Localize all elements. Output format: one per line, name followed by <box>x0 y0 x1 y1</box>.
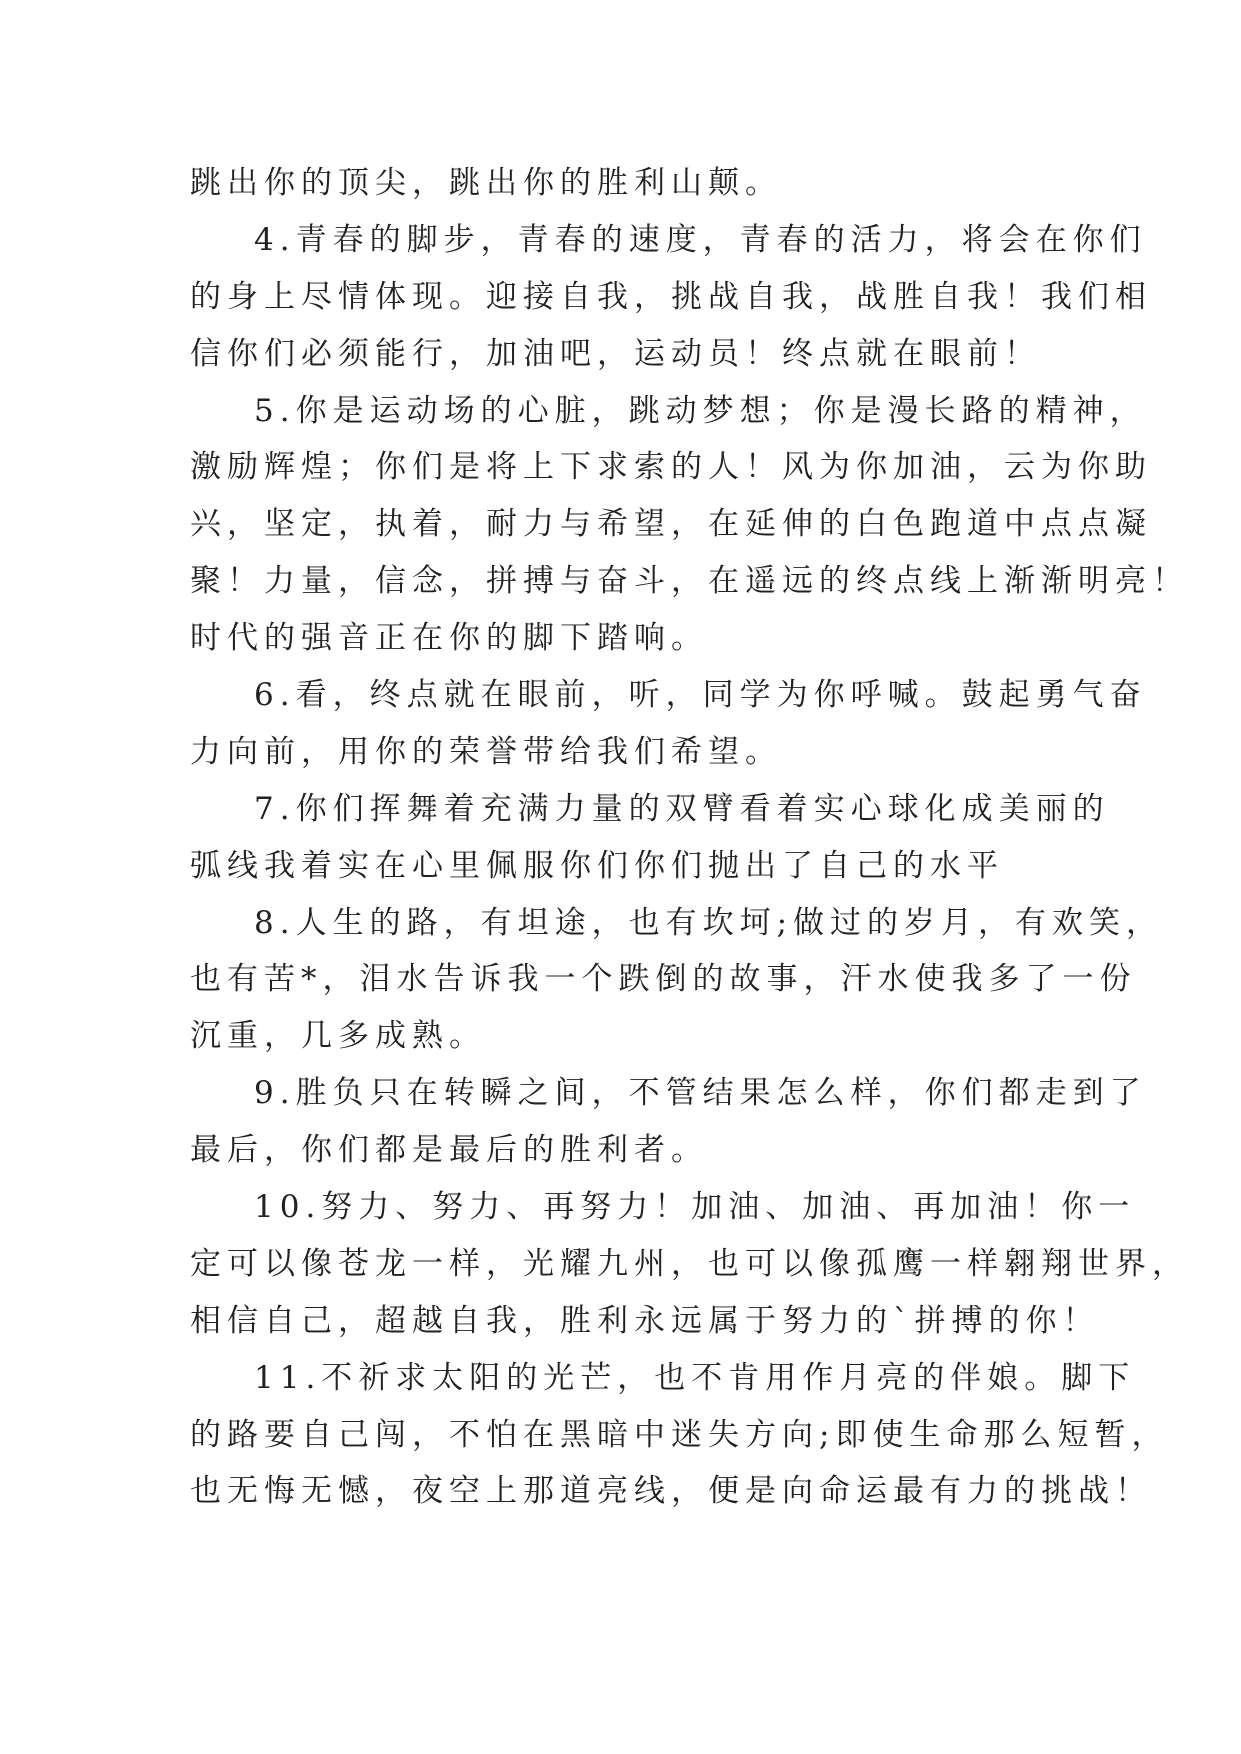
text-line: 定可以像苍龙一样，光耀九州，也可以像孤鹰一样翱翔世界， <box>190 1245 1189 1282</box>
text-line: 的路要自己闯，不怕在黑暗中迷失方向;即使生命那么短暂， <box>190 1416 1169 1453</box>
text-line: 9.胜负只在转瞬之间，不管结果怎么样，你们都走到了 <box>254 1075 1147 1112</box>
text-line: 最后，你们都是最后的胜利者。 <box>190 1132 708 1169</box>
text-line: 11.不祈求太阳的光芒，也不肯用作月亮的伴娘。脚下 <box>254 1359 1136 1396</box>
text-line: 弧线我着实在心里佩服你们你们抛出了自己的水平 <box>190 847 1004 884</box>
text-line: 跳出你的顶尖，跳出你的胜利山颠。 <box>190 165 782 201</box>
text-line: 激励辉煌；你们是将上下求索的人！风为你加油，云为你助 <box>190 449 1152 486</box>
text-line: 兴，坚定，执着，耐力与希望，在延伸的白色跑道中点点凝 <box>190 506 1152 543</box>
text-line: 相信自己，超越自我，胜利永远属于努力的`拼搏的你！ <box>190 1302 1100 1339</box>
text-line: 时代的强音正在你的脚下踏响。 <box>190 620 708 657</box>
text-line: 也有苦*，泪水告诉我一个跌倒的故事，汗水使我多了一份 <box>190 961 1137 998</box>
text-line: 5.你是运动场的心脏，跳动梦想；你是漫长路的精神， <box>254 392 1147 429</box>
text-line: 7.你们挥舞着充满力量的双臂看着实心球化成美丽的 <box>254 790 1110 827</box>
text-line: 的身上尽情体现。迎接自我，挑战自我，战胜自我！我们相 <box>190 278 1152 315</box>
text-line: 沉重，几多成熟。 <box>190 1018 486 1055</box>
document-body <box>190 155 1189 1520</box>
text-line: 8.人生的路，有坦途，也有坎坷;做过的岁月，有欢笑， <box>254 904 1164 941</box>
text-line: 聚！力量，信念，拼搏与奋斗，在遥远的终点线上渐渐明亮！ <box>190 563 1189 600</box>
text-line: 10.努力、努力、再努力！加油、加油、再加油！你一 <box>254 1189 1136 1226</box>
text-line: 力向前，用你的荣誉带给我们希望。 <box>190 733 782 770</box>
text-line: 也无悔无憾，夜空上那道亮线，便是向命运最有力的挑战！ <box>190 1473 1152 1510</box>
text-line: 6.看，终点就在眼前，听，同学为你呼喊。鼓起勇气奋 <box>254 677 1147 714</box>
text-line: 4.青春的脚步，青春的速度，青春的活力，将会在你们 <box>254 221 1147 258</box>
text-line: 信你们必须能行，加油吧，运动员！终点就在眼前！ <box>190 335 1041 372</box>
